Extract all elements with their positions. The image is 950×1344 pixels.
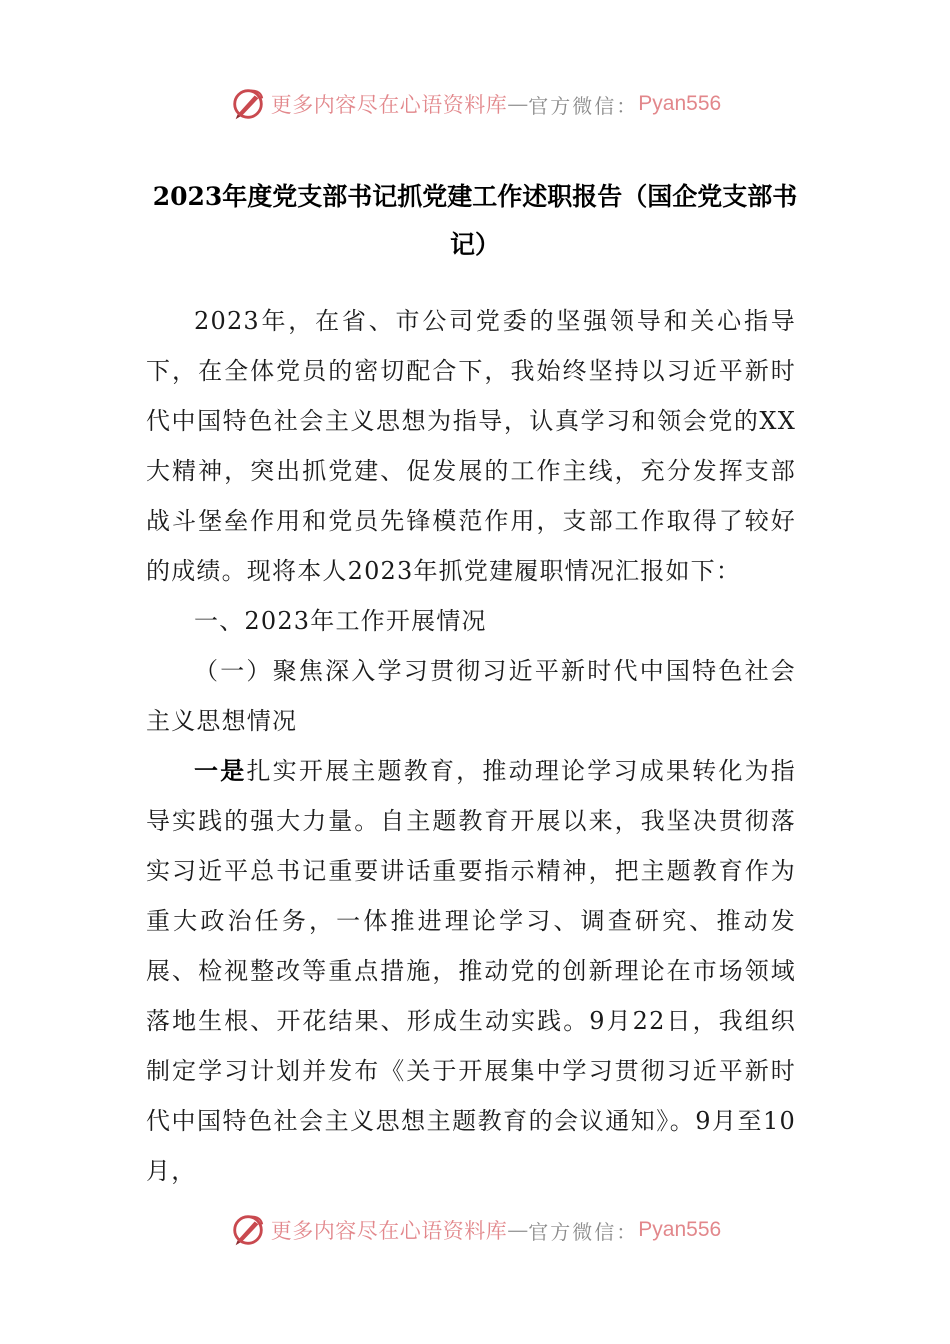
- intro-paragraph: 2023年，在省、市公司党委的坚强领导和关心指导下，在全体党员的密切配合下，我始终坚持以习近平新时代中国特色社会主义思想为指导，认真学习和领会党的XX大精神，突出抓党建、促发展的工作主线，充分发挥支部战斗堡垒作用和党员先锋模范作用，支部工作取得了较好的成绩。现将本人2023年抓党建履职情况汇报如下：: [146, 307, 796, 585]
- brand-text: 更多内容尽在心语资料库: [270, 1219, 508, 1243]
- wechat-id: Pyan556: [638, 1218, 722, 1241]
- official-wechat-label: 官方微信：: [528, 1219, 639, 1244]
- footer-banner: [0, 1208, 950, 1252]
- section-heading: 一、2023年工作开展情况: [194, 607, 487, 635]
- wechat-id: Pyan556: [638, 92, 722, 115]
- pen-logo-icon: [229, 1211, 267, 1249]
- pen-logo-icon: [229, 85, 267, 123]
- point-text: 扎实开展主题教育，推动理论学习成果转化为指导实践的强大力量。自主题教育开展以来，我坚决贯彻落实习近平总书记重要讲话重要指示精神，把主题教育作为重大政治任务，一体推进理论学习、调查研究、推动发展、检视整改等重点措施，推动党的创新理论在市场领域落地生根、开花结果、形成生动实践。9月22日，我组织制定学习计划并发布《关于开展集中学习贯彻习近平新时代中国特色社会主义思想主题教育的会议通知》。9月至10月，: [146, 757, 796, 1185]
- banner-dash: —: [507, 1218, 529, 1242]
- point-paragraph: [146, 746, 796, 1196]
- point-lead: 一是: [194, 756, 247, 785]
- brand-text: 更多内容尽在心语资料库: [270, 93, 508, 117]
- subsection-heading: （一）聚焦深入学习贯彻习近平新时代中国特色社会主义思想情况: [146, 657, 796, 735]
- official-wechat-label: 官方微信：: [528, 93, 639, 118]
- banner-dash: —: [507, 92, 529, 116]
- document-title: 2023年度党支部书记抓党建工作述职报告（国企党支部书记）: [152, 182, 798, 259]
- header-banner: [0, 82, 950, 126]
- document-body: [146, 296, 796, 1196]
